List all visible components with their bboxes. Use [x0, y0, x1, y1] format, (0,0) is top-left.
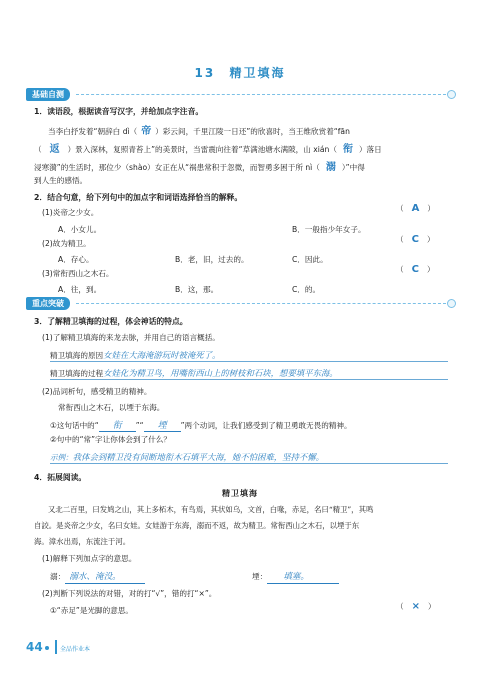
q1-line-4: 到人生的感悟。 — [34, 176, 88, 185]
answer-line — [50, 463, 448, 464]
passage-line-3: 海。漳水出焉，东流注于河。 — [34, 537, 131, 546]
q4-sub-1: (1)解释下列加点字的意思。 — [42, 554, 137, 563]
q2-item-3-answer: （ C ） — [396, 264, 435, 275]
page-title — [0, 64, 480, 81]
answer-line — [50, 361, 448, 362]
q3-process-answer: 女娃化为精卫鸟，用嘴衔西山上的树枝和石块，想要填平东海。 — [103, 368, 338, 378]
q4-sub-2: (2)判断下列说法的对错，对的打“√”，错的打“×”。 — [42, 589, 217, 598]
q4-judge-1-answer: （ × ） — [396, 601, 436, 612]
answer-line — [50, 379, 448, 380]
q3-quote: 常衔西山之木石，以堙于东海。 — [58, 403, 165, 412]
q2-item-3-option-c: C．的。 — [292, 285, 321, 294]
footer-divider — [55, 640, 57, 654]
q3-answer-word-1: 衔 — [99, 421, 136, 432]
q1-line-2: （ 返 ）景入深林，复照青苔上”的美景时，当雷震向往着“草满池塘水满陂，山 xián（ 衔 ）落日 — [34, 144, 382, 155]
q2-item-1-stem: (1)炎帝之少女。 — [42, 208, 99, 217]
q2-item-1-option-b: B．一般指少年女子。 — [292, 225, 366, 234]
section-bar-key — [26, 297, 456, 310]
q3-reason-answer: 女娃在大海淹游玩时被淹死了。 — [103, 350, 221, 360]
q4-word-1-answer: 溺水、淹没。 — [65, 572, 145, 584]
q3-process: 精卫填海的过程女娃化为精卫鸟，用嘴衔西山上的树枝和石块，想要填平东海。 — [50, 368, 338, 378]
q2-item-1-option-a: A．小女儿。 — [58, 225, 102, 234]
q1-line-3: 浸寒漪”的生活时，那位少（shào）女正在从“祸患常积于忽微，而智勇多困于所 nì（ 溺 ）”中得 — [34, 162, 365, 173]
q3-question-a: ①这句话中的“ 衔 ”“ 堙 ”两个动词，让我们感受到了精卫勇敢无畏的精神。 — [50, 421, 352, 431]
q2-item-2-answer: （ C ） — [396, 234, 435, 245]
q1-line-1: 当李白抒发着“朝辞白 dì（ 帝 ）彩云间，千里江陵一日还”的欣喜时，当王维欣赏着“fān — [48, 126, 350, 137]
q3-reason: 精卫填海的原因女娃在大海淹游玩时被淹死了。 — [50, 350, 221, 360]
q4-word-2: 堙： 填塞。 — [252, 570, 339, 582]
lesson-title: 精卫填海 — [229, 66, 286, 80]
dot-icon — [45, 646, 49, 650]
q4-word-1: 溺： 溺水、淹没。 — [50, 570, 145, 582]
lesson-number: 13 — [194, 66, 216, 80]
q2-item-2-option-c: C．因此。 — [292, 255, 328, 264]
question-1-label: 1．读语段，根据读音写汉字，并给加点字注音。 — [34, 107, 204, 116]
q2-item-3-option-a: A．往，到。 — [58, 285, 102, 294]
q3-example — [50, 451, 324, 463]
passage-line-1: 又北二百里，曰发鸠之山，其上多柘木，有鸟焉，其状如乌，文首，白喙，赤足，名曰“精卫”，其鸣 — [48, 505, 374, 514]
q4-judge-1: ①“赤足”是光脚的意思。 — [50, 606, 134, 615]
section-end-dot-icon — [447, 299, 456, 308]
q3-sub-1: (1)了解精卫填海的来龙去脉，并用自己的语言概括。 — [42, 333, 220, 342]
reading-title: 精卫填海 — [222, 489, 258, 498]
q3-sub-2: (2)品词析句，感受精卫的精神。 — [42, 387, 152, 396]
section-divider — [76, 94, 446, 95]
question-3-label: 3．了解精卫填海的过程，体会神话的特点。 — [34, 317, 188, 326]
q2-item-3-stem: (3)常衔西山之木石。 — [42, 269, 114, 278]
q2-item-2-option-b: B．老，旧，过去的。 — [175, 255, 249, 264]
q1-answer-3: 衔 — [342, 144, 353, 155]
q1-answer-1: 帝 — [141, 126, 152, 137]
section-tag-key: 重点突破 — [26, 297, 70, 310]
book-name: 全品作业本 — [60, 646, 91, 653]
q1-answer-2: 返 — [49, 144, 60, 155]
q2-item-3-option-b: B．这，那。 — [175, 285, 219, 294]
q4-word-2-answer: 填塞。 — [267, 572, 339, 584]
question-4-label: 4．拓展阅读。 — [34, 473, 87, 482]
q3-answer-word-2: 堙 — [144, 421, 181, 432]
example-label: 示例： — [50, 453, 73, 462]
q2-item-2-option-a: A．存心。 — [58, 255, 94, 264]
q3-question-b: ②句中的“常”字让你体会到了什么？ — [50, 435, 171, 444]
section-end-dot-icon — [447, 90, 456, 99]
q2-item-1-answer: （ A ） — [396, 203, 435, 214]
section-bar-basic — [26, 88, 456, 101]
passage-line-2: 自詨。是炎帝之少女，名曰女娃。女娃游于东海，溺而不返，故为精卫。常衔西山之木石，以堙于东 — [34, 521, 360, 530]
question-2-label: 2．结合句意，给下列句中的加点字和词语选择恰当的解释。 — [34, 193, 243, 202]
q1-answer-4: 溺 — [325, 162, 336, 173]
q2-item-2-stem: (2)故为精卫。 — [42, 239, 91, 248]
page-number: 44 — [26, 640, 51, 654]
section-tag-basic: 基础自测 — [26, 88, 70, 101]
section-divider — [76, 303, 446, 304]
q3-example-answer: 我体会到精卫没有间断地衔木石填平大海，她不怕困难，坚持不懈。 — [72, 452, 325, 462]
